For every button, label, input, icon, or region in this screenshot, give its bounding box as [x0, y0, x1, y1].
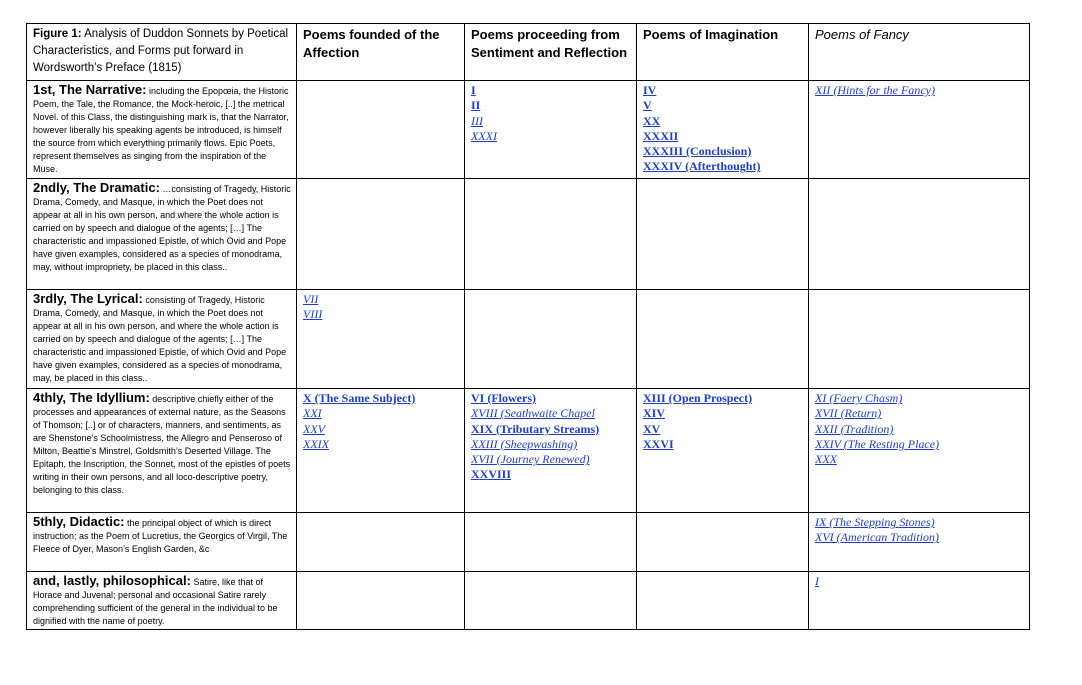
header-sentiment: Poems proceeding from Sentiment and Reflection — [465, 24, 637, 81]
sonnet-link[interactable]: XXX — [815, 452, 837, 467]
category-title: and, lastly, philosophical: — [33, 573, 191, 588]
sonnet-link[interactable]: XXXIII (Conclusion) — [643, 144, 752, 159]
sonnet-link[interactable]: XVIII (Seathwaite Chapel — [471, 406, 595, 421]
header-imagination: Poems of Imagination — [637, 24, 809, 81]
sonnet-link[interactable]: XXIII (Sheepwashing) — [471, 436, 578, 451]
sonnet-link[interactable]: II — [471, 98, 481, 113]
sentiment-cell — [465, 389, 637, 513]
affection-cell — [297, 81, 465, 179]
sonnet-link[interactable]: XX — [643, 113, 661, 128]
category-description: descriptive chiefly either of the processes and appearances of external nature, as the Seasons of Thomson; [..] or of characters, manners, and sentiments, as are Shenstone’s Schoolmistress, the Allegro and Penseroso of Milton, Beattie’s Minstrel, Goldsmith’s Deserted Village. The Epitaph, the Inscription, the Sonnet, most of the epistles of poets writing in their own persons, and all loco-descriptive poetry, belonging to this class. — [33, 394, 291, 495]
category-description: …consisting of Tragedy, Historic Drama, Comedy, and Masque, in which the Poet does not appear at all in his own person, and where the whole action is carried on by speech and dialogue of the agents; […] The characteristic and impassioned Epistle, of which Ovid and Pope have given examples, considered as a species of monodrama, may, without impropriety, be placed in this class.. — [33, 184, 291, 272]
imagination-cell — [637, 389, 809, 513]
sonnet-link[interactable]: XXII (Tradition) — [815, 421, 894, 436]
sonnet-link[interactable]: XXXI — [471, 128, 497, 143]
sonnet-link[interactable]: XI (Faery Chasm) — [815, 391, 903, 405]
sonnet-link[interactable]: XII (Hints for the Fancy) — [815, 83, 935, 97]
imagination-cell — [637, 513, 809, 572]
sonnet-link[interactable]: III — [471, 113, 483, 128]
duddon-sonnets-table — [26, 23, 1030, 630]
sonnet-link[interactable]: XVII (Journey Renewed) — [471, 452, 590, 467]
category-cell — [27, 513, 297, 572]
sentiment-cell — [465, 572, 637, 630]
sentiment-cell — [465, 513, 637, 572]
affection-cell — [297, 179, 465, 290]
sonnet-link[interactable]: XXXIV (Afterthought) — [643, 159, 761, 174]
sentiment-cell — [465, 179, 637, 290]
sonnet-link[interactable]: XIV — [643, 406, 666, 421]
sentiment-cell — [465, 81, 637, 179]
sonnet-link[interactable]: XVI (American Tradition) — [815, 530, 939, 545]
sonnet-link[interactable]: XXVIII — [471, 467, 512, 482]
header-fancy: Poems of Fancy — [809, 24, 1030, 81]
affection-cell — [297, 389, 465, 513]
figure-caption-text: Analysis of Duddon Sonnets by Poetical Characteristics, and Forms put forward in Wordsworth’s Preface (1815) — [33, 28, 289, 74]
category-description: including the Epopœia, the Historic Poem, the Tale, the Romance, the Mock-heroic, [..] the metrical Novel. of this Class, the distinguishing mark is, that the Narrator, however liberally his speaking agents be introduced, is himself the source from which everything primarily flows. Epic Poets, represent themselves as singing from the inspiration of the Muse. — [33, 86, 289, 174]
sonnet-link[interactable]: XIX (Tributary Streams) — [471, 421, 600, 436]
fancy-cell — [809, 389, 1030, 513]
row-lyrical — [27, 290, 1030, 389]
imagination-cell — [637, 81, 809, 179]
row-philosophical — [27, 572, 1030, 630]
sonnet-link[interactable]: XIII (Open Prospect) — [643, 391, 753, 405]
sonnet-link[interactable]: XVII (Return) — [815, 406, 882, 421]
sentiment-cell — [465, 290, 637, 389]
sonnet-link[interactable]: VIII — [303, 307, 323, 322]
affection-cell — [297, 290, 465, 389]
category-title: 1st, The Narrative: — [33, 82, 147, 97]
sonnet-link[interactable]: I — [471, 83, 476, 97]
sonnet-link[interactable]: X (The Same Subject) — [303, 391, 416, 405]
sonnet-link[interactable]: VII — [303, 292, 319, 306]
row-didactic — [27, 513, 1030, 572]
sonnet-link[interactable]: XXXII — [643, 128, 679, 143]
imagination-cell — [637, 179, 809, 290]
sonnet-link[interactable]: XV — [643, 421, 661, 436]
sonnet-link[interactable]: XXV — [303, 421, 325, 436]
category-description: consisting of Tragedy, Historic Drama, Comedy, and Masque, in which the Poet does not appear at all in his own person, and where the whole action is carried on by speech and dialogue of the agents; […] The characteristic and impassioned Epistle, of which Ovid and Pope have given examples, considered as a species of monodrama, may, be placed in this class.. — [33, 295, 287, 383]
row-narrative — [27, 81, 1030, 179]
category-description: Satire, like that of Horace and Juvenal; personal and occasional Satire rarely comprehending sufficient of the general in the individual to be dignified with the name of poetry. — [33, 577, 278, 626]
figure-label: Figure 1: — [33, 28, 82, 40]
sonnet-link[interactable]: V — [643, 98, 652, 113]
header-row — [27, 24, 1030, 81]
fancy-cell — [809, 179, 1030, 290]
category-cell — [27, 389, 297, 513]
imagination-cell — [637, 572, 809, 630]
sonnet-link[interactable]: XXIV (The Resting Place) — [815, 436, 940, 451]
sonnet-link[interactable]: XXIX — [303, 436, 329, 451]
figure-caption-cell — [27, 24, 297, 81]
affection-cell — [297, 572, 465, 630]
category-title: 3rdly, The Lyrical: — [33, 291, 143, 306]
fancy-cell — [809, 290, 1030, 389]
fancy-cell — [809, 81, 1030, 179]
header-affection: Poems founded of the Affection — [297, 24, 465, 81]
fancy-cell — [809, 572, 1030, 630]
category-cell — [27, 81, 297, 179]
category-title: 5thly, Didactic: — [33, 514, 125, 529]
sonnet-link[interactable]: IX (The Stepping Stones) — [815, 515, 935, 529]
imagination-cell — [637, 290, 809, 389]
category-title: 4thly, The Idyllium: — [33, 390, 150, 405]
sonnet-link[interactable]: I — [815, 574, 819, 588]
sonnet-link[interactable]: IV — [643, 83, 657, 97]
category-cell — [27, 572, 297, 630]
sonnet-link[interactable]: XXVI — [643, 436, 674, 451]
row-idyllium — [27, 389, 1030, 513]
affection-cell — [297, 513, 465, 572]
fancy-cell — [809, 513, 1030, 572]
sonnet-link[interactable]: XXI — [303, 406, 322, 421]
row-dramatic — [27, 179, 1030, 290]
category-title: 2ndly, The Dramatic: — [33, 180, 160, 195]
category-cell — [27, 179, 297, 290]
sonnet-link[interactable]: VI (Flowers) — [471, 391, 536, 405]
category-cell — [27, 290, 297, 389]
category-description: the principal object of which is direct instruction; as the Poem of Lucretius, the Georgics of Virgil, The Fleece of Dyer, Mason’s English Garden, &c — [33, 518, 288, 554]
